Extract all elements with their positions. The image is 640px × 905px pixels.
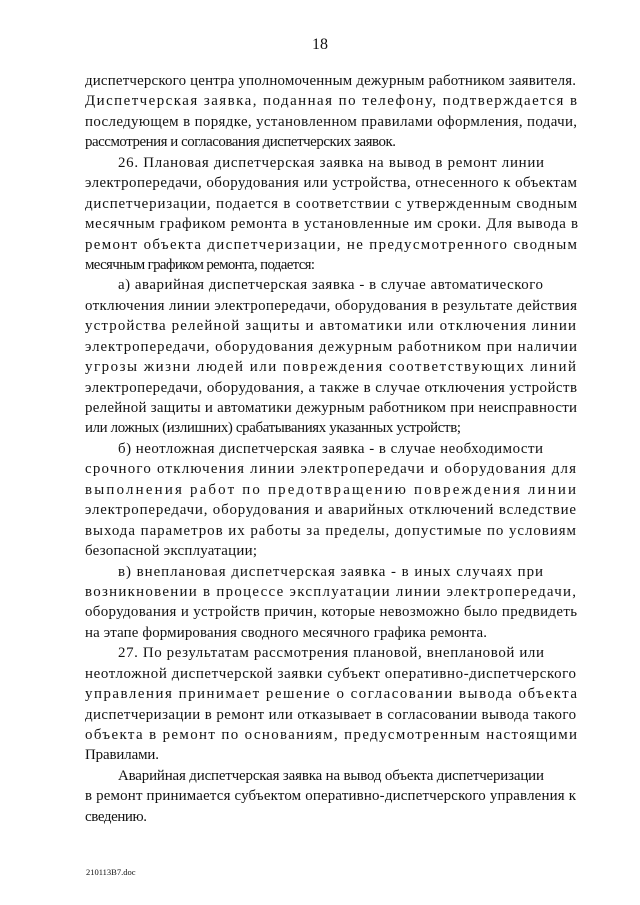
text-line: диспетчерского центра уполномоченным дежурным работником заявителя. [85,73,577,89]
text-line: возникновении в процессе эксплуатации линии электропередачи, [85,583,578,600]
text-line: месячным графиком ремонта в установленные им сроки. Для вывода в [85,216,579,233]
paragraph [85,71,577,153]
paragraph [85,562,577,644]
text-line: в ремонт принимается субъектом оперативно-диспетчерского управления к [85,788,577,805]
text-line: сведению. [85,808,147,825]
text-line: на этапе формирования сводного месячного графика ремонта. [85,624,488,641]
document-body [85,71,577,827]
text-line: месячным графиком ремонта, подается: [85,256,315,273]
text-line: выполнения работ по предотвращению повреждения линии [85,481,579,498]
text-line: неотложной диспетчерской заявки субъект оперативно-диспетчерского [85,665,577,682]
paragraph [85,153,577,276]
text-line: электропередачи, оборудования или устройства, отнесенного к объектам [85,175,578,192]
paragraph [85,643,577,766]
text-line: электропередачи, оборудования, а также в случае отключения устройств [85,379,578,396]
paragraph [85,275,577,439]
text-line: отключения линии электропередачи, оборудования в результате действия [85,297,578,314]
text-line: последующем в порядке, установленном правилами оформления, подачи, [85,113,578,130]
text-line: 27. По результатам рассмотрения плановой, внеплановой или [118,645,545,662]
text-line: диспетчеризации в ремонт или отказывает в согласовании вывода такого [85,706,577,723]
paragraph [85,439,577,562]
text-line: электропередачи, оборудования дежурным работником при наличии [85,338,578,355]
text-line: диспетчеризации, подается в соответствии с утвержденным сводным [85,195,578,212]
text-line: выхода параметров их работы за пределы, допустимые по условиям [85,522,577,539]
text-line: угрозы жизни людей или повреждения соответствующих линий [85,359,578,376]
text-line: рассмотрения и согласования диспетчерских заявок. [85,134,396,151]
text-line: Аварийная диспетчерская заявка на вывод объекта диспетчеризации [118,767,544,784]
document-file-id: 210113B7.doc [86,867,136,877]
text-line: б) неотложная диспетчерская заявка - в случае необходимости [118,440,544,457]
paragraph [85,766,577,827]
text-line: оборудования и устройств причин, которые невозможно было предвидеть [85,604,578,621]
text-line: безопасной эксплуатации; [85,543,258,560]
text-line: устройства релейной защиты и автоматики или отключения линии [85,318,578,335]
text-line: 26. Плановая диспетчерская заявка на вывод в ремонт линии [118,154,545,171]
text-line: Правилами. [85,747,159,764]
text-line: объекта в ремонт по основаниям, предусмотренным настоящими [85,727,579,743]
text-line: ремонт объекта диспетчеризации, не предусмотренного сводным [85,236,579,253]
text-line: в) внеплановая диспетчерская заявка - в иных случаях при [118,563,544,580]
text-line: а) аварийная диспетчерская заявка - в случае автоматического [118,277,544,294]
text-line: управления принимает решение о согласовании вывода объекта [85,686,579,703]
text-line: электропередачи, оборудования и аварийных отключений вследствие [85,502,577,519]
text-line: срочного отключения линии электропередачи и оборудования для [85,461,578,478]
text-line: релейной защиты и автоматики дежурным работником при неисправности [85,400,578,416]
page-number: 18 [312,36,328,53]
text-line: или ложных (излишних) срабатываниях указанных устройств; [85,420,461,437]
text-line: Диспетчерская заявка, поданная по телефону, подтверждается в [85,93,579,110]
